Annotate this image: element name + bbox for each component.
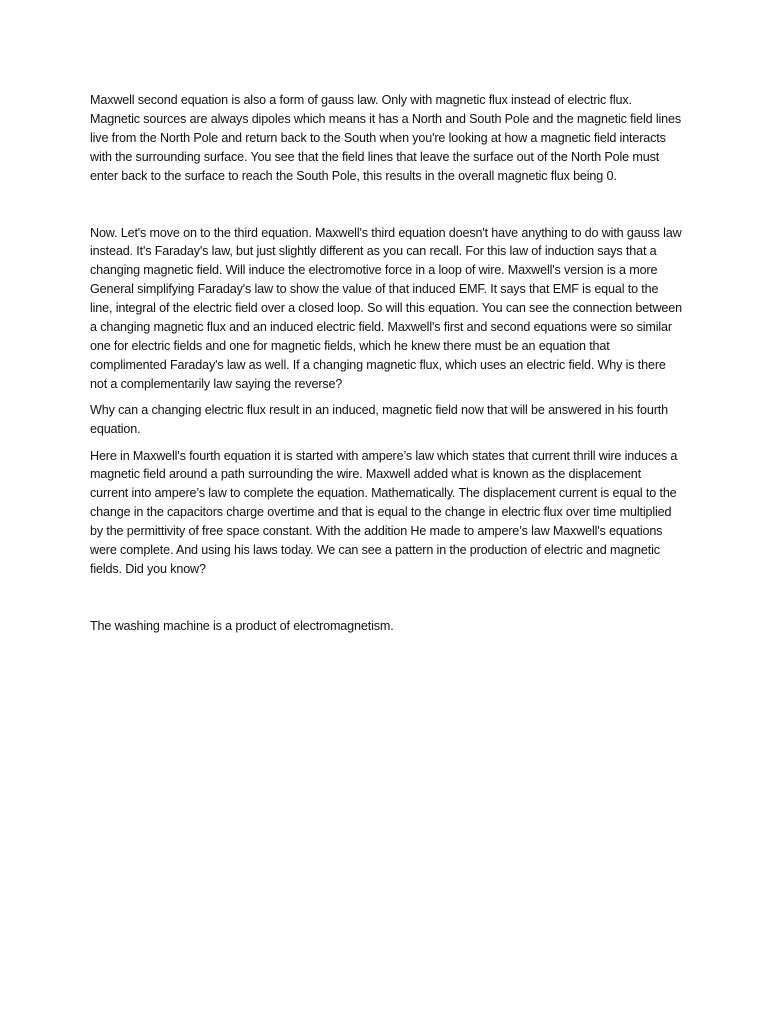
paragraph-maxwell-third-equation: Now. Let's move on to the third equation. Maxwell's third equation doesn't have anything to do with gauss law instead. It's Faraday's law, but just slightly different as you can recall. For this law of induction says that a changing magnetic field. Will induce the electromotive force in a loop of wire. Maxwell's version is a more General simplifying Faraday's law to show the value of that induced EMF. It says that EMF is equal to the line, integral of the electric field over a closed loop. So will this equation. You can see the connection between a changing magnetic flux and an induced electric field. Maxwell's first and second equations were so similar one for electric fields and one for magnetic fields, which he knew there must be an equation that complimented Faraday's law as well. If a changing magnetic flux, which uses an electric field. Why is there not a complementarily law saying the reverse? bbox=[90, 225, 682, 391]
document-page bbox=[90, 91, 682, 636]
paragraph-washing-machine: The washing machine is a product of electromagnetism. bbox=[90, 618, 394, 633]
paragraph-changing-electric-flux-question: Why can a changing electric flux result in an induced, magnetic field now that will be answered in his fourth equation. bbox=[90, 402, 668, 436]
paragraph-maxwell-second-equation: Maxwell second equation is also a form of gauss law. Only with magnetic flux instead of electric flux. Magnetic sources are always dipoles which means it has a North and South Pole and the magnetic field lines live from the North Pole and return back to the South when you're looking at how a magnetic field interacts with the surrounding surface. You see that the field lines that leave the surface out of the North Pole must enter back to the surface to reach the South Pole, this results in the overall magnetic flux being 0. bbox=[90, 93, 682, 183]
paragraph-maxwell-fourth-equation: Here in Maxwell's fourth equation it is started with ampere’s law which states that current thrill wire induces a magnetic field around a path surrounding the wire. Maxwell added what is known as the displacement current into ampere’s law to complete the equation. Mathematically. The displacement current is equal to the change in the capacitors charge overtime and that is equal to the change in electric flux over time multiplied by the permittivity of free space constant. With the addition He made to ampere’s law Maxwell's equations were complete. And using his laws today. We can see a pattern in the production of electric and magnetic fields. Did you know? bbox=[90, 448, 678, 576]
